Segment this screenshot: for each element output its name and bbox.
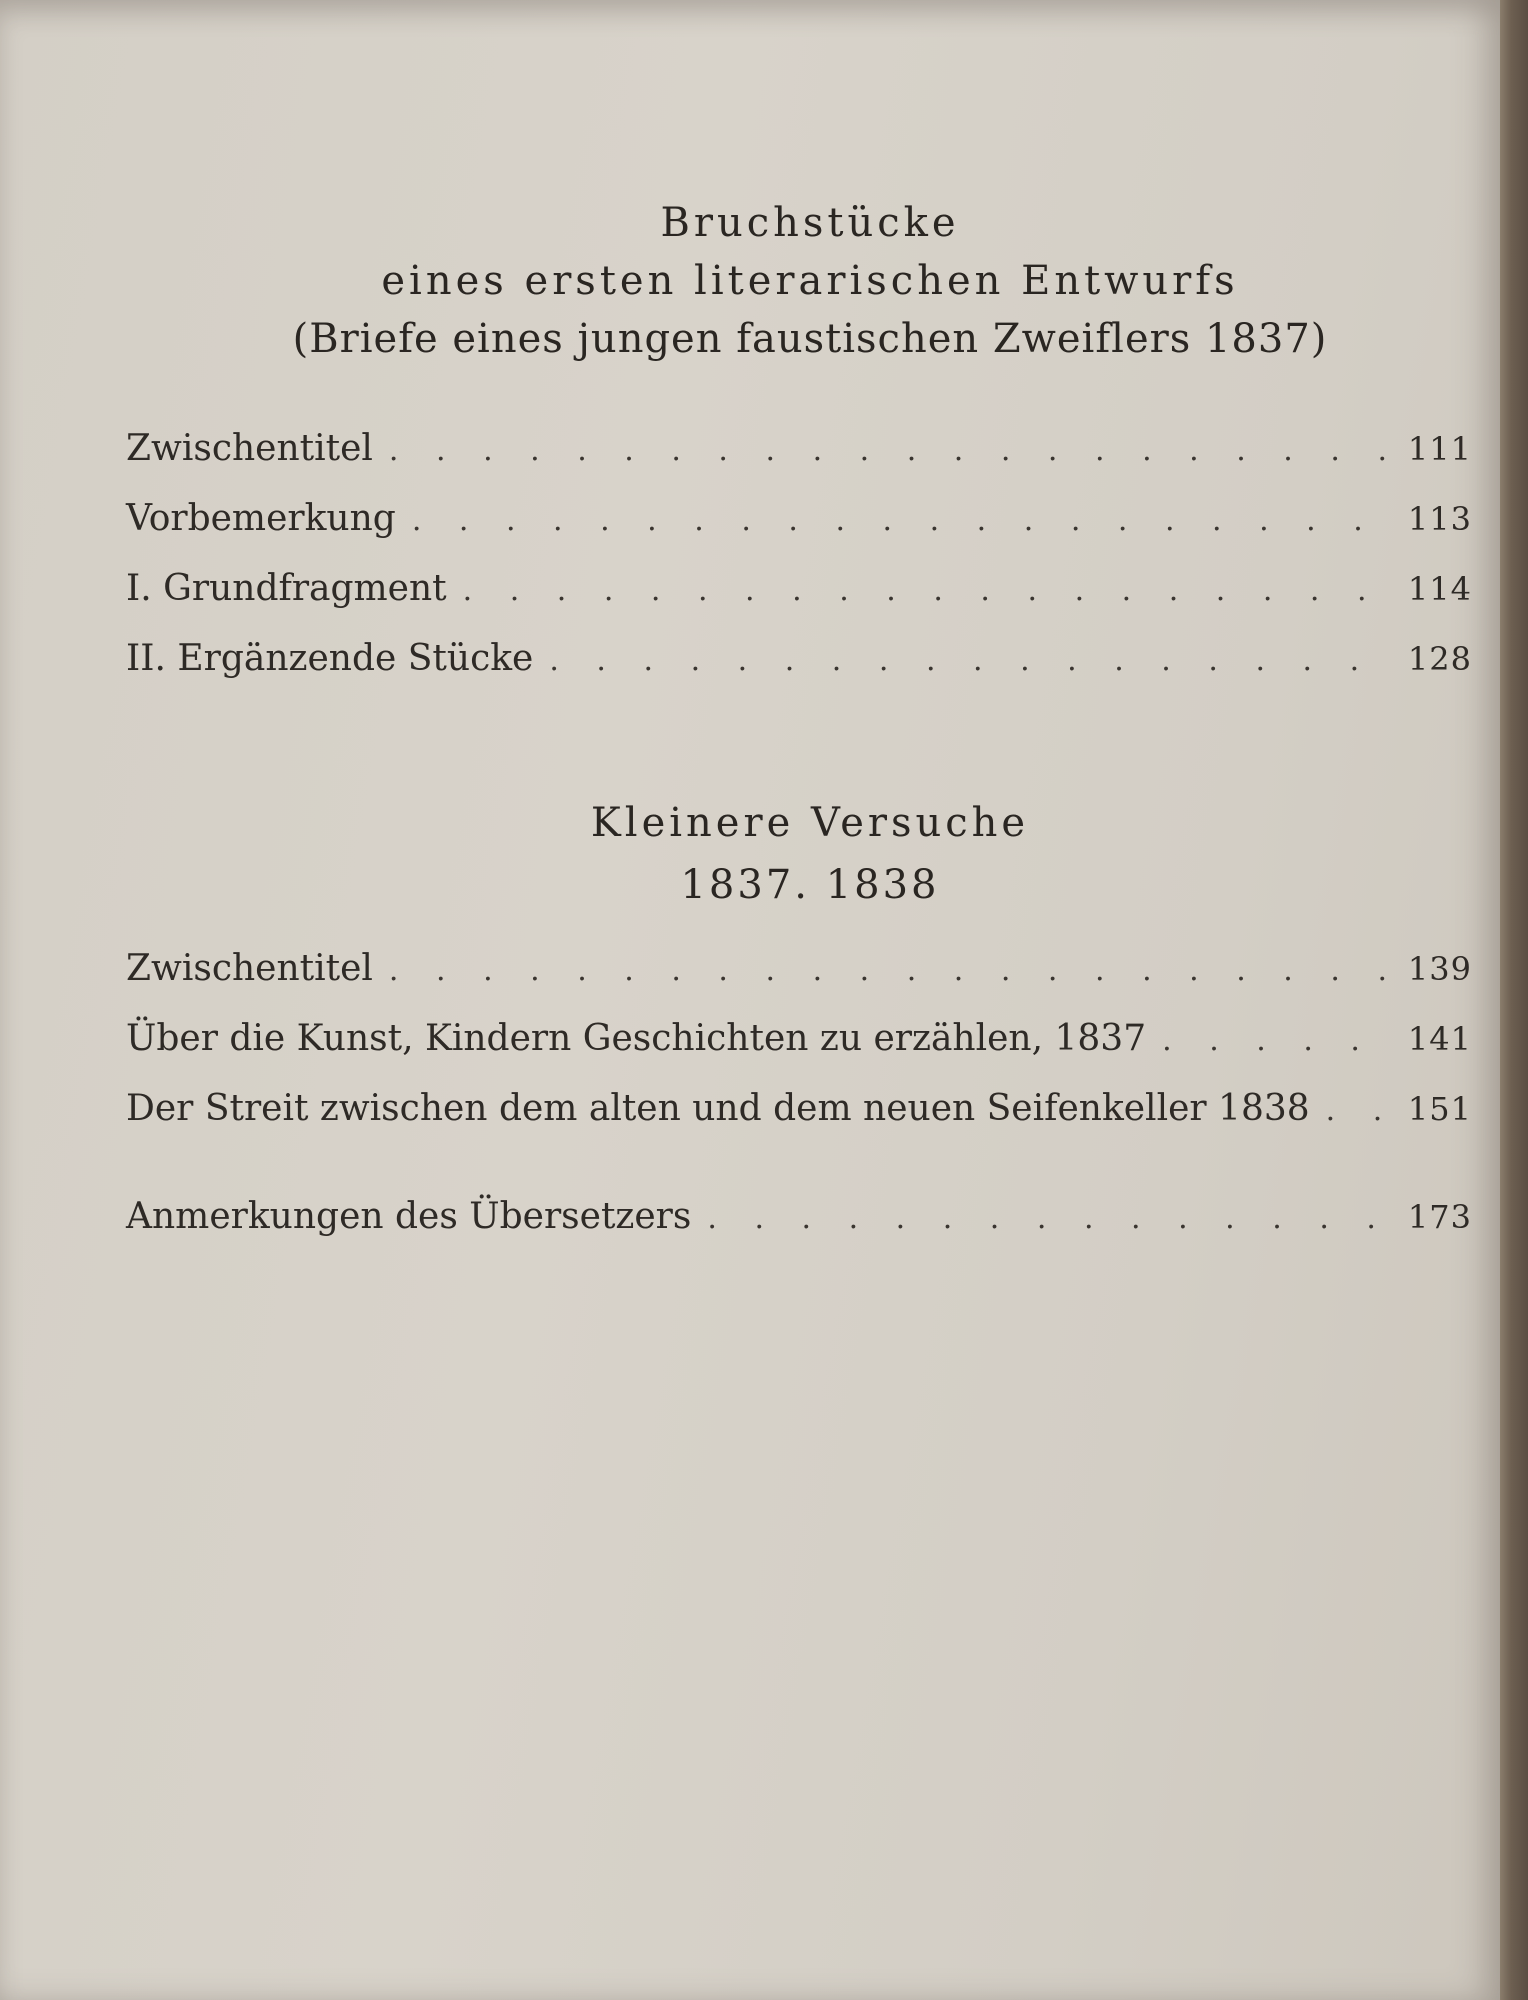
toc-entry-page: 151 — [1407, 1090, 1472, 1128]
toc-entry-title: I. Grundfragment — [126, 568, 447, 609]
toc-entry-page: 173 — [1407, 1198, 1472, 1236]
toc-entry — [126, 948, 1472, 998]
section-subheading-entwurf: eines ersten literarischen Entwurfs — [381, 258, 1239, 304]
toc-entry-title: II. Ergänzende Stücke — [126, 638, 534, 679]
toc-entry-page: 139 — [1407, 950, 1472, 988]
toc-leader-dots — [1326, 1093, 1396, 1128]
section-subheading-briefe: (Briefe eines jungen faustischen Zweiflers 1837) — [292, 316, 1328, 362]
toc-entry-page: 113 — [1407, 500, 1472, 538]
toc-leader-dots — [389, 433, 1396, 468]
toc-entry-page: 141 — [1407, 1020, 1472, 1058]
toc-leader-dots — [412, 503, 1396, 538]
toc-entry — [126, 1196, 1472, 1246]
toc-entry-title: Der Streit zwischen dem alten und dem neuen Seifenkeller 1838 — [126, 1088, 1310, 1129]
toc-entry-title: Zwischentitel — [126, 428, 373, 469]
toc-entry — [126, 498, 1472, 548]
toc-leader-dots — [389, 953, 1396, 988]
section-heading-kleinere-versuche: Kleinere Versuche — [590, 800, 1030, 846]
toc-entry-title: Anmerkungen des Übersetzers — [126, 1196, 692, 1237]
toc-entry — [126, 428, 1472, 478]
toc-leader-dots — [707, 1201, 1396, 1236]
toc-entry-title: Zwischentitel — [126, 948, 373, 989]
toc-leader-dots — [1162, 1023, 1396, 1058]
section-heading-bruchstuecke: Bruchstücke — [660, 200, 960, 246]
book-page-edge — [1500, 0, 1528, 2000]
section-subheading-years: 1837. 1838 — [680, 862, 940, 908]
toc-entry-page: 111 — [1407, 430, 1472, 468]
toc-entry — [126, 638, 1472, 688]
toc-leader-dots — [549, 643, 1396, 678]
toc-entry-title: Über die Kunst, Kindern Geschichten zu erzählen, 1837 — [126, 1018, 1147, 1059]
toc-entry — [126, 568, 1472, 618]
toc-leader-dots — [463, 573, 1396, 608]
toc-entry-page: 128 — [1407, 640, 1472, 678]
toc-entry — [126, 1088, 1472, 1138]
toc-entry-title: Vorbemerkung — [126, 498, 396, 539]
toc-entry-page: 114 — [1407, 570, 1472, 608]
toc-entry — [126, 1018, 1472, 1068]
